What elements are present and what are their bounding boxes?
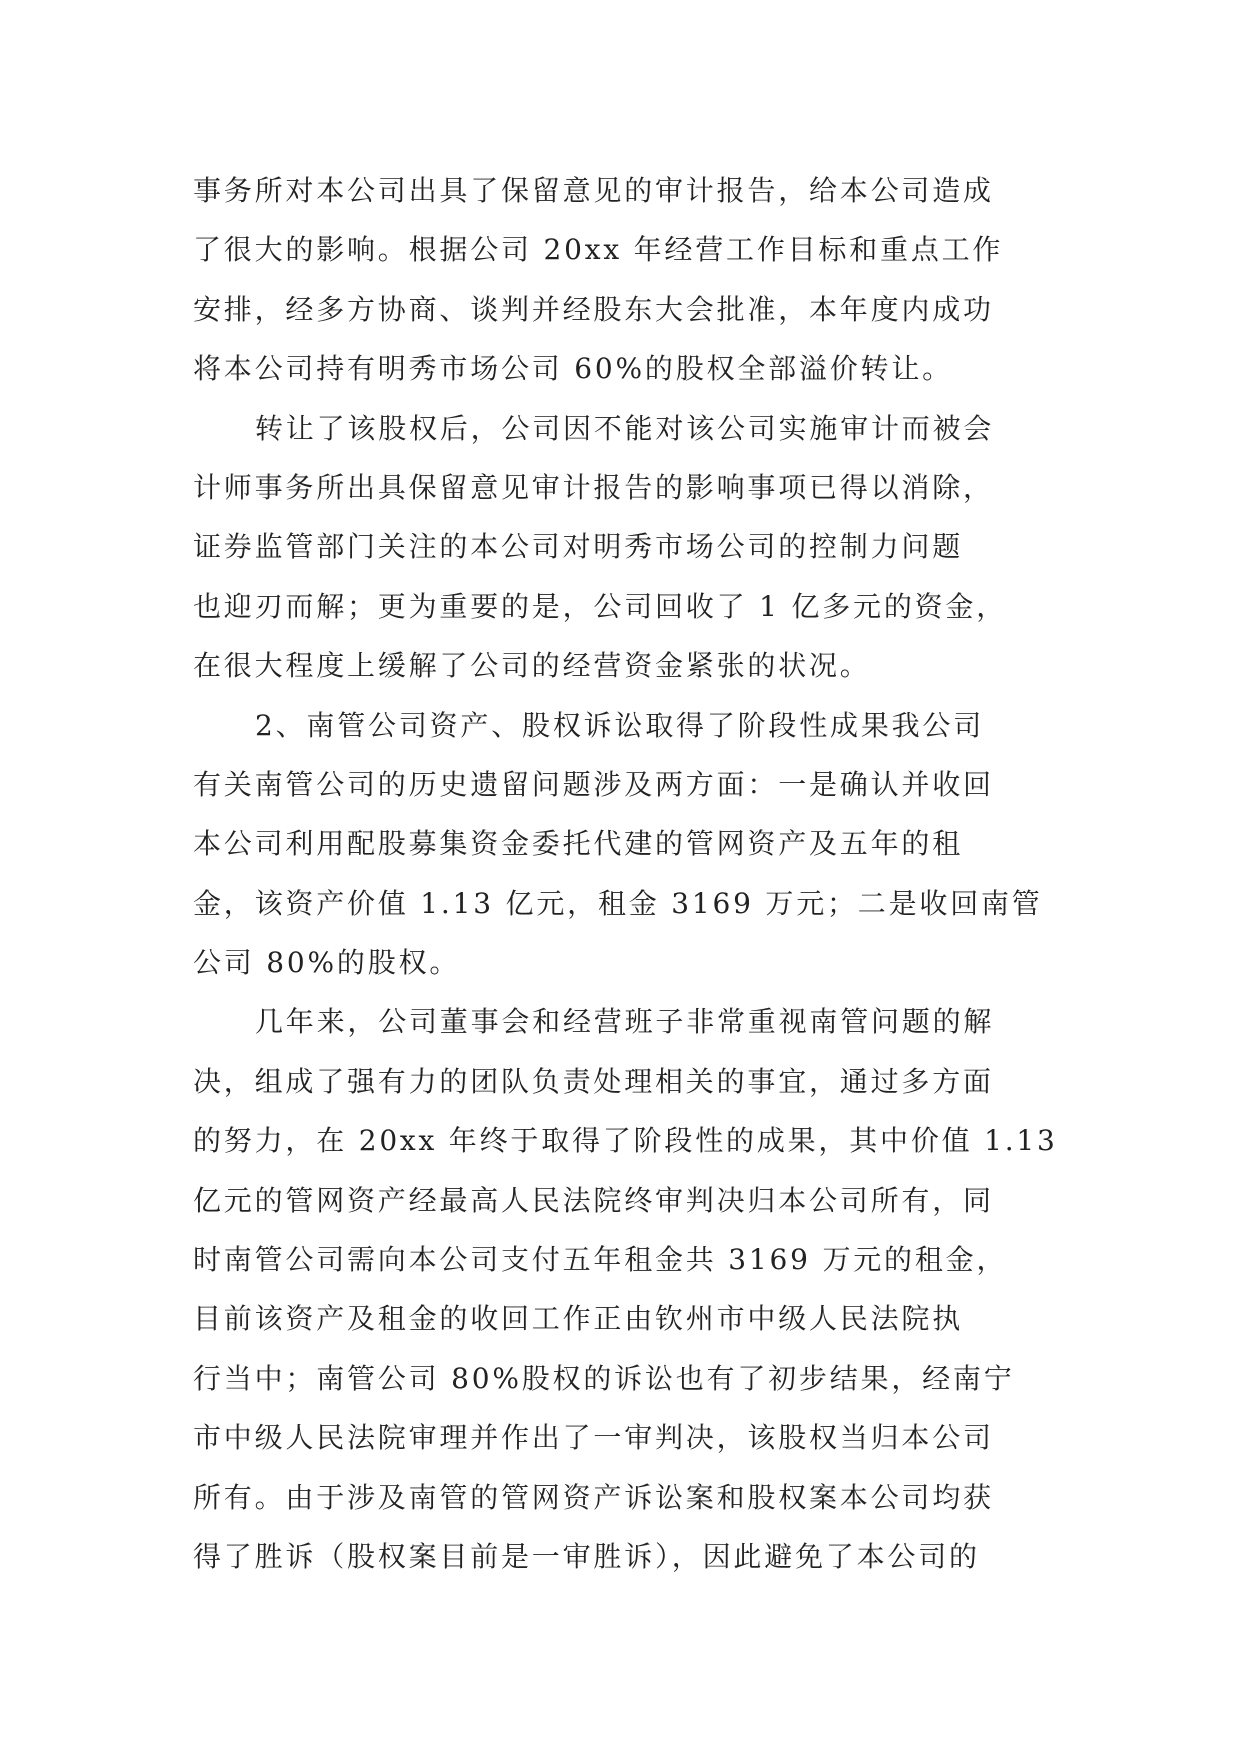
text-line: 证券监管部门关注的本公司对明秀市场公司的控制力问题 bbox=[193, 530, 964, 564]
text-line: 也迎刃而解；更为重要的是，公司回收了 1 亿多元的资金， bbox=[193, 589, 1008, 623]
text-line: 决，组成了强有力的团队负责处理相关的事宜，通过多方面 bbox=[193, 1064, 994, 1098]
text-line: 本公司利用配股募集资金委托代建的管网资产及五年的租 bbox=[193, 827, 964, 861]
text-line: 的努力，在 20xx 年终于取得了阶段性的成果，其中价值 1.13 bbox=[193, 1124, 1058, 1158]
text-line: 亿元的管网资产经最高人民法院终审判决归本公司所有，同 bbox=[193, 1183, 994, 1217]
document-body bbox=[193, 161, 1058, 1586]
paragraph-1 bbox=[193, 161, 1049, 399]
text-line: 公司 80%的股权。 bbox=[193, 946, 461, 980]
text-line: 2、南管公司资产、股权诉讼取得了阶段性成果我公司 bbox=[255, 708, 985, 742]
text-line: 了很大的影响。根据公司 20xx 年经营工作目标和重点工作 bbox=[193, 233, 1004, 267]
text-line: 得了胜诉（股权案目前是一审胜诉），因此避免了本公司的 bbox=[193, 1539, 980, 1573]
paragraph-4 bbox=[193, 992, 1058, 1586]
text-line: 金，该资产价值 1.13 亿元，租金 3169 万元；二是收回南管 bbox=[193, 886, 1043, 920]
text-line: 有关南管公司的历史遗留问题涉及两方面：一是确认并收回 bbox=[193, 767, 994, 801]
text-line: 安排，经多方协商、谈判并经股东大会批准，本年度内成功 bbox=[193, 292, 994, 326]
text-line: 在很大程度上缓解了公司的经营资金紧张的状况。 bbox=[193, 649, 871, 683]
text-line: 将本公司持有明秀市场公司 60%的股权全部溢价转让。 bbox=[193, 352, 953, 386]
text-line: 行当中；南管公司 80%股权的诉讼也有了初步结果，经南宁 bbox=[193, 1361, 1015, 1395]
text-line: 所有。由于涉及南管的管网资产诉讼案和股权案本公司均获 bbox=[193, 1480, 994, 1514]
text-line: 计师事务所出具保留意见审计报告的影响事项已得以消除， bbox=[193, 470, 994, 504]
text-line: 几年来，公司董事会和经营班子非常重视南管问题的解 bbox=[255, 1005, 995, 1039]
paragraph-3 bbox=[193, 696, 1049, 993]
text-line: 时南管公司需向本公司支付五年租金共 3169 万元的租金， bbox=[193, 1243, 1008, 1277]
text-line: 目前该资产及租金的收回工作正由钦州市中级人民法院执 bbox=[193, 1302, 964, 1336]
text-line: 转让了该股权后，公司因不能对该公司实施审计而被会 bbox=[255, 411, 995, 445]
paragraph-2 bbox=[193, 399, 1049, 696]
text-line: 事务所对本公司出具了保留意见的审计报告，给本公司造成 bbox=[193, 174, 994, 207]
text-line: 市中级人民法院审理并作出了一审判决，该股权当归本公司 bbox=[193, 1421, 994, 1455]
